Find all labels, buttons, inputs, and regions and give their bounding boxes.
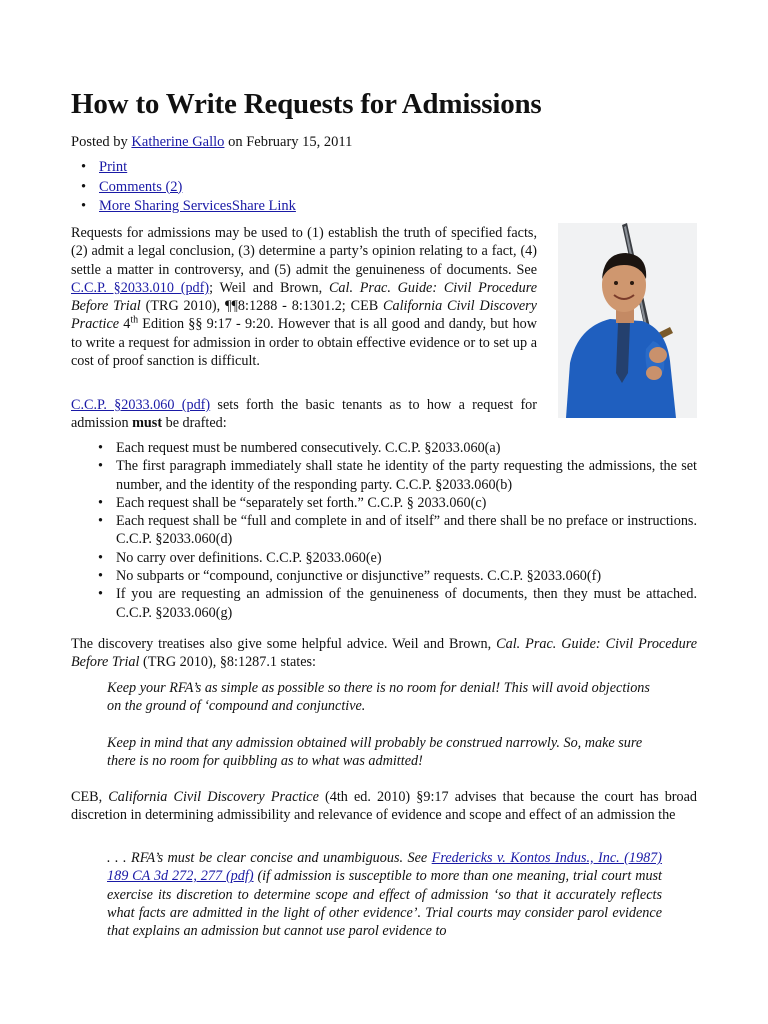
- list-item: • Each request shall be “full and complete in and of itself” and there shall be no preface or instructions. C.C.P. §2033.060(d): [116, 512, 697, 549]
- requirements-list: [116, 439, 697, 622]
- intro-paragraph: [71, 224, 537, 370]
- paragraph-text: (4th ed. 2010) §9:17 advises that because the court has broad discretion in determining admissibility and relevance of evidence and scope and effect of an admission the: [71, 789, 698, 824]
- intro-text: Requests for admissions may be used to (1) establish the truth of specified facts, (2) admit a legal conclusion, (3) determine a party’s opinion relating to a fact, (4) settle a matter in controversy, and (5) admit the genuineness of documents. See: [71, 225, 537, 278]
- author-photo: [558, 223, 697, 418]
- more-sharing-link[interactable]: More Sharing ServicesShare Link: [99, 198, 296, 214]
- list-item: [99, 178, 296, 198]
- paragraph-text: The discovery treatises also give some helpful advice. Weil and Brown,: [71, 636, 497, 652]
- byline: [71, 134, 352, 151]
- ordinal-suffix: th: [130, 314, 139, 326]
- paragraph-text: be drafted:: [162, 415, 227, 432]
- share-links: [99, 158, 296, 217]
- list-item: [99, 158, 296, 178]
- block-quote: Keep your RFA’s as simple as possible so there is no room for denial! This will avoid objections on the ground of ‘compound and conjunctive.: [107, 680, 650, 715]
- print-link[interactable]: Print: [99, 159, 128, 175]
- ceb-paragraph: [71, 788, 697, 825]
- treatise-title: California Civil Discovery Practice: [71, 298, 537, 333]
- block-quote: [107, 849, 662, 940]
- paragraph-text: (TRG 2010), §8:1287.1 states:: [139, 654, 316, 671]
- page-title: How to Write Requests for Admissions: [71, 88, 542, 120]
- list-item: [99, 197, 296, 217]
- author-link[interactable]: Katherine Gallo: [131, 134, 225, 150]
- requirements-intro: [71, 396, 537, 433]
- list-item: • Each request shall be “separately set forth.” C.C.P. § 2033.060(c): [116, 494, 697, 512]
- intro-text: (TRG 2010), ¶¶8:1288 - 8:1301.2; CEB: [140, 298, 384, 315]
- paragraph-text: sets forth the basic tenants as to how a request for admission: [71, 397, 537, 432]
- intro-text: ; Weil and Brown,: [209, 279, 329, 296]
- treatise-title: California Civil Discovery Practice: [108, 789, 319, 805]
- author-photo-image: [558, 223, 697, 418]
- list-item: • No subparts or “compound, conjunctive or disjunctive” requests. C.C.P. §2033.060(f): [116, 567, 697, 585]
- treatise-title: Cal. Prac. Guide: Civil Procedure Before Trial: [71, 636, 698, 671]
- list-item: • Each request must be numbered consecutively. C.C.P. §2033.060(a): [116, 439, 697, 457]
- ccp-2033-060-link[interactable]: C.C.P. §2033.060 (pdf): [71, 397, 211, 413]
- quote-text: . . . RFA’s must be clear concise and unambiguous. See: [107, 850, 432, 866]
- quote-text: (if admission is susceptible to more than one meaning, trial court must exercise its discretion to determine scope and effect of admission ‘so that it accurately reflects what facts are admitted in the light of other evidence’. Trial courts may consider parol evidence that explains an admission but cannot use parol evidence to: [107, 868, 662, 940]
- paragraph-text: CEB,: [71, 789, 109, 805]
- fredericks-case-link[interactable]: Fredericks v. Kontos Indus., Inc. (1987) 189 CA 3d 272, 277 (pdf): [107, 850, 663, 885]
- byline-date: on February 15, 2011: [224, 134, 353, 150]
- intro-text: 4: [119, 316, 131, 333]
- intro-text: Edition §§ 9:17 - 9:20. However that is all good and dandy, but how to write a request for admission in order to obtain effective evidence or to set up a cost of proof sanction is difficult.: [71, 316, 538, 370]
- list-item: • The first paragraph immediately shall state he identity of the party requesting the admissions, the set number, and the identity of the responding party. C.C.P. §2033.060(b): [116, 457, 697, 494]
- block-quote: Keep in mind that any admission obtained will probably be construed narrowly. So, make sure there is no room for quibbling as to what was admitted!: [107, 735, 643, 770]
- byline-prefix: Posted by: [71, 134, 132, 150]
- ccp-2033-010-link[interactable]: C.C.P. §2033.010 (pdf): [71, 279, 210, 296]
- emphasis-must: must: [132, 415, 163, 432]
- treatise-title: Cal. Prac. Guide: Civil Procedure Before Trial: [71, 279, 538, 315]
- treatise-paragraph: [71, 635, 697, 672]
- list-item: • If you are requesting an admission of the genuineness of documents, then they must be attached. C.C.P. §2033.060(g): [116, 585, 697, 622]
- list-item: • No carry over definitions. C.C.P. §2033.060(e): [116, 549, 697, 567]
- comments-link[interactable]: Comments (2): [99, 178, 183, 195]
